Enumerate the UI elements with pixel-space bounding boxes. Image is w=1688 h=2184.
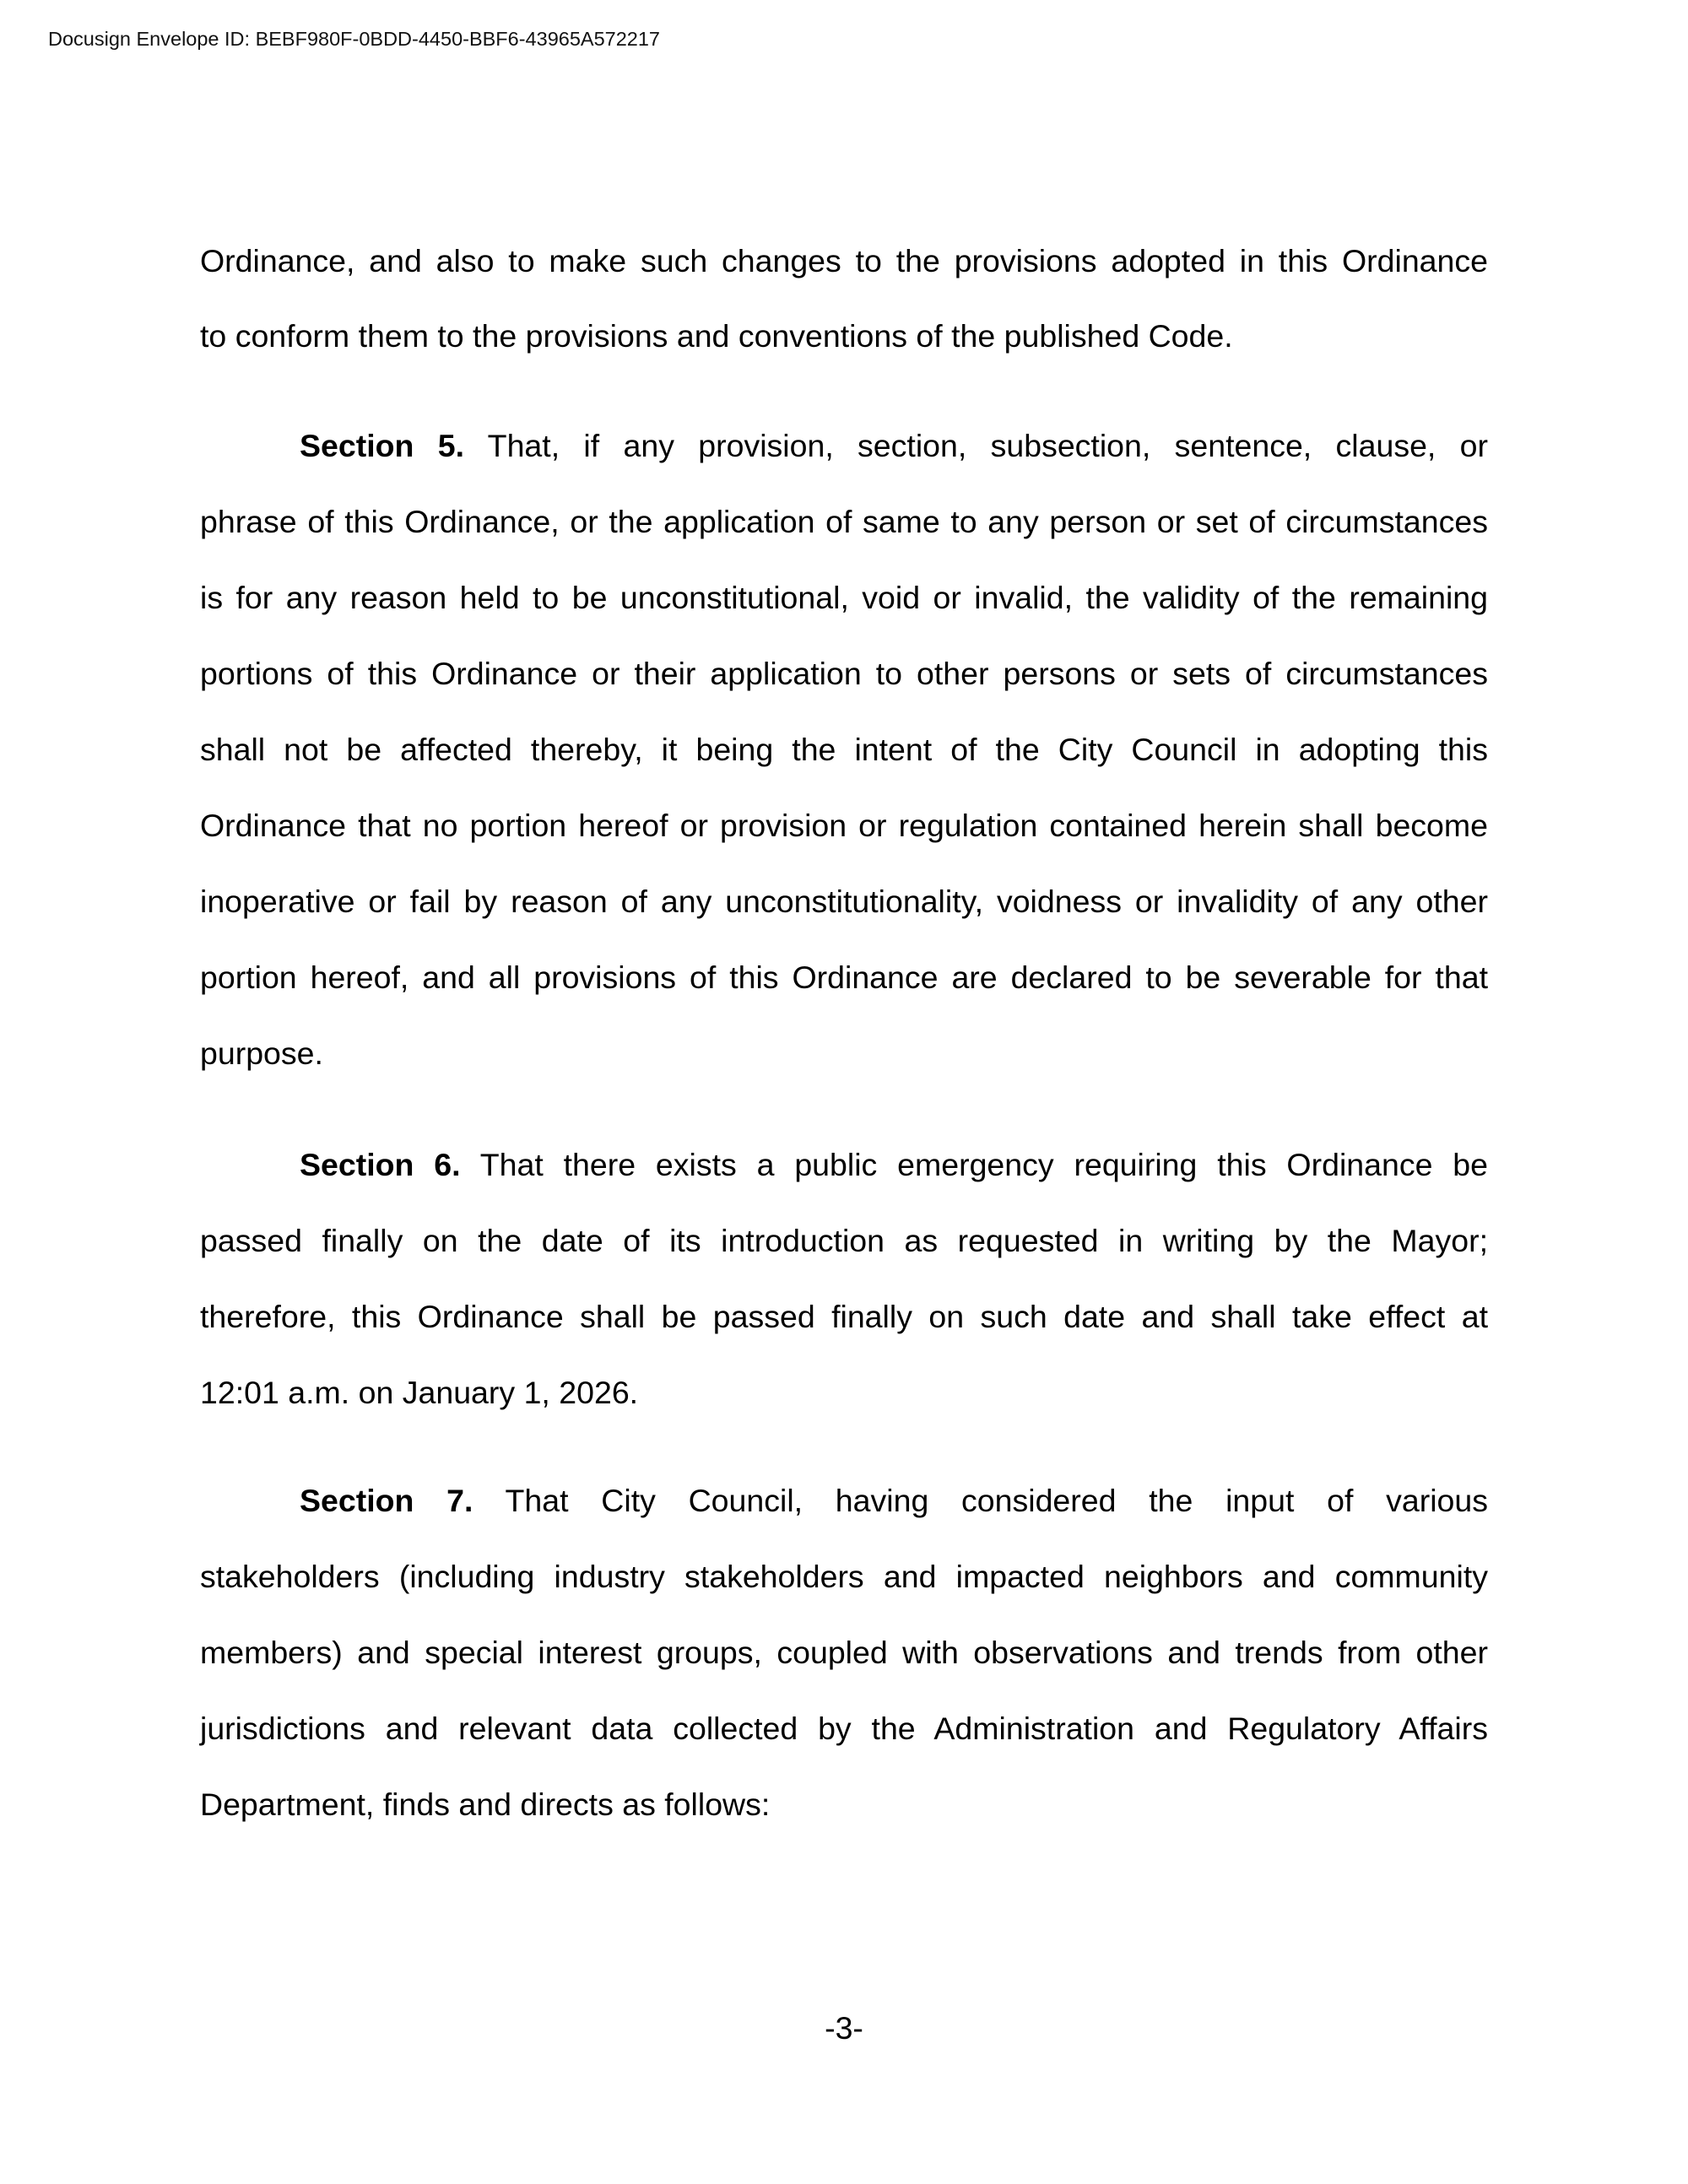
section-6-first-line — [300, 1148, 1488, 1181]
section-5-first-line-text: That, if any provision, section, subsection, sentence, clause, or — [487, 428, 1489, 463]
paragraph-line: to conform them to the provisions and conventions of the published Code. — [200, 318, 1233, 354]
paragraph-line: members) and special interest groups, coupled with observations and trends from other — [200, 1635, 1488, 1670]
page-number: -3- — [825, 2010, 863, 2046]
paragraph-line: 12:01 a.m. on January 1, 2026. — [200, 1375, 639, 1410]
paragraph-line: Department, finds and directs as follows: — [200, 1787, 771, 1822]
paragraph-line: passed finally on the date of its introduction as requested in writing by the Mayor; — [200, 1223, 1488, 1258]
paragraph-line: portions of this Ordinance or their application to other persons or sets of circumstances — [200, 656, 1488, 691]
paragraph-line: phrase of this Ordinance, or the application of same to any person or set of circumstances — [200, 504, 1488, 539]
paragraph-line: therefore, this Ordinance shall be passed finally on such date and shall take effect at — [200, 1299, 1488, 1334]
paragraph-line: inoperative or fail by reason of any unconstitutionality, voidness or invalidity of any other — [200, 884, 1488, 919]
section-7-heading: Section 7. — [300, 1483, 473, 1518]
paragraph-line: Ordinance, and also to make such changes to the provisions adopted in this Ordinance — [200, 243, 1488, 278]
paragraph-line: portion hereof, and all provisions of this Ordinance are declared to be severable for that — [200, 960, 1488, 995]
section-6-heading: Section 6. — [300, 1147, 461, 1182]
paragraph-line: stakeholders (including industry stakeholders and impacted neighbors and community — [200, 1559, 1488, 1594]
paragraph-line: jurisdictions and relevant data collected by the Administration and Regulatory Affairs — [200, 1711, 1488, 1746]
section-5-heading: Section 5. — [300, 428, 465, 463]
paragraph-line: purpose. — [200, 1035, 323, 1071]
paragraph-line: is for any reason held to be unconstitutional, void or invalid, the validity of the remaining — [200, 580, 1488, 615]
section-7-first-line — [300, 1484, 1488, 1517]
docusign-envelope-id: Docusign Envelope ID: BEBF980F-0BDD-4450-BBF6-43965A572217 — [48, 28, 661, 50]
section-6-first-line-text: That there exists a public emergency requiring this Ordinance be — [479, 1147, 1488, 1182]
paragraph-line: Ordinance that no portion hereof or provision or regulation contained herein shall become — [200, 808, 1488, 843]
paragraph-line: shall not be affected thereby, it being the intent of the City Council in adopting this — [200, 732, 1488, 767]
section-5-first-line — [300, 429, 1488, 462]
section-7-first-line-text: That City Council, having considered the input of various — [505, 1483, 1489, 1518]
